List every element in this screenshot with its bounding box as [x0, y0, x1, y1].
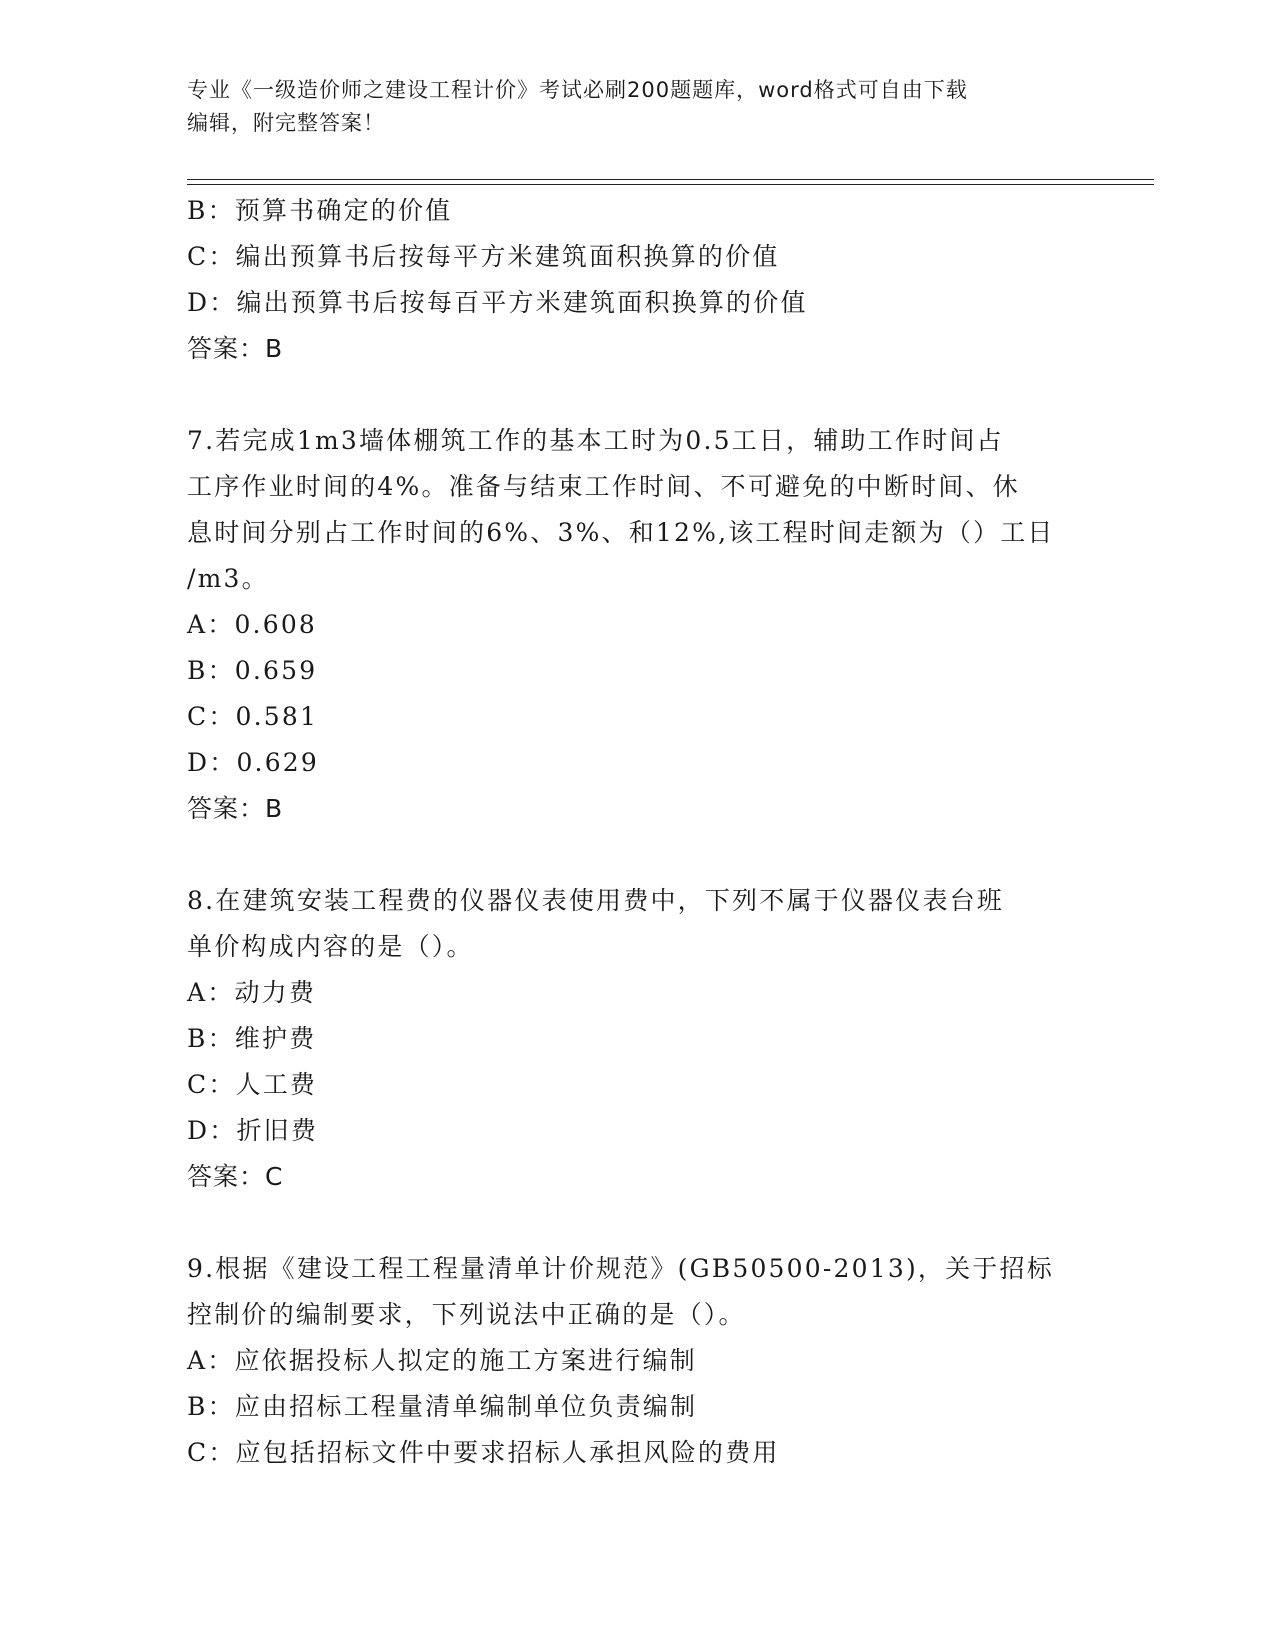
option-c: C：应包括招标文件中要求招标人承担风险的费用 [187, 1438, 780, 1467]
option-b: B：预算书确定的价值 [187, 196, 453, 225]
spacer [187, 1200, 1087, 1246]
option-b: B：应由招标工程量清单编制单位负责编制 [187, 1392, 698, 1421]
spacer [187, 372, 1087, 418]
header-line-2: 编辑，附完整答案！ [187, 111, 385, 135]
answer-line: 答案：B [187, 334, 284, 363]
option-a: A：动力费 [187, 978, 317, 1007]
question-stem-line: 8.在建筑安装工程费的仪器仪表使用费中，下列不属于仪器仪表台班 [187, 886, 1005, 915]
answer-line: 答案：C [187, 1162, 284, 1191]
option-a: A：0.608 [187, 610, 318, 639]
question-stem-line: /m3。 [187, 564, 269, 593]
question-6-tail [187, 188, 1087, 372]
document-header [187, 74, 1087, 140]
question-7 [187, 418, 1087, 832]
spacer [187, 832, 1087, 878]
option-d: D：折旧费 [187, 1116, 319, 1145]
option-c: C：编出预算书后按每平方米建筑面积换算的价值 [187, 242, 780, 271]
option-c: C：0.581 [187, 702, 319, 731]
question-stem-line: 7.若完成1m3墙体棚筑工作的基本工时为0.5工日，辅助工作时间占 [187, 426, 1004, 455]
header-divider-top [187, 179, 1154, 180]
option-c: C：人工费 [187, 1070, 318, 1099]
option-d: D：0.629 [187, 748, 320, 777]
question-stem-line: 息时间分别占工作时间的6%、3%、和12%,该工程时间走额为（）工日 [187, 518, 1055, 547]
answer-line: 答案：B [187, 794, 284, 823]
question-stem-line: 控制价的编制要求，下列说法中正确的是（）。 [187, 1300, 746, 1329]
question-8 [187, 878, 1087, 1200]
header-line-1: 专业《一级造价师之建设工程计价》考试必刷200题题库，word格式可自由下载 [187, 78, 968, 102]
question-stem-line: 工序作业时间的4%。准备与结束工作时间、不可避免的中断时间、休 [187, 472, 1020, 501]
option-d: D：编出预算书后按每百平方米建筑面积换算的价值 [187, 288, 808, 317]
question-9 [187, 1246, 1087, 1476]
option-b: B：0.659 [187, 656, 318, 685]
question-body [187, 188, 1087, 1476]
option-b: B：维护费 [187, 1024, 317, 1053]
question-stem-line: 单价构成内容的是（）。 [187, 932, 474, 961]
header-divider-bottom [187, 184, 1154, 185]
question-stem-line: 9.根据《建设工程工程量清单计价规范》(GB50500-2013)，关于招标 [187, 1254, 1054, 1283]
option-a: A：应依据投标人拟定的施工方案进行编制 [187, 1346, 697, 1375]
